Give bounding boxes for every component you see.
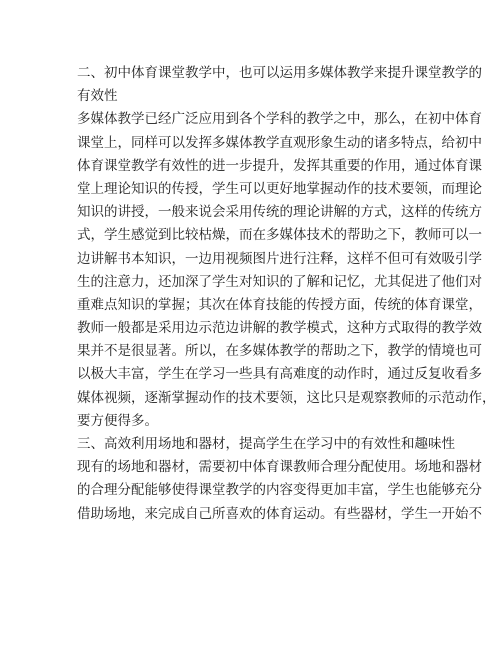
paragraph-line: 以极大丰富，学生在学习一些具有高难度的动作时，通过反复收看多 (77, 366, 482, 383)
paragraph-line: 课堂上，同样可以发挥多媒体教学直观形象生动的诸多特点，给初中 (77, 134, 482, 151)
paragraph-line: 媒体视频，逐渐掌握动作的技术要领，这比只是观察教师的示范动作， (77, 389, 496, 406)
paragraph-line: 生的注意力，还加深了学生对知识的了解和记忆，尤其促进了他们对 (77, 273, 482, 290)
section-2-paragraph (77, 108, 496, 433)
section-3-heading (77, 433, 455, 456)
paragraph-line: 借助场地，来完成自己所喜欢的体育运动。有些器材，学生一开始不 (77, 505, 482, 522)
paragraph-line: 的合理分配能够使得课堂教学的内容变得更加丰富，学生也能够充分 (77, 482, 482, 499)
paragraph-line: 堂上理论知识的传授，学生可以更好地掌握动作的技术要领，而理论 (77, 180, 482, 197)
document-page (77, 62, 496, 526)
paragraph-line: 知识的讲授，一般来说会采用传统的理论讲解的方式，这样的传统方 (77, 204, 482, 221)
paragraph-line: 体育课堂教学有效性的进一步提升，发挥其重要的作用，通过体育课 (77, 157, 482, 174)
paragraph-line: 边讲解书本知识，一边用视频图片进行注释，这样不但可有效吸引学 (77, 250, 482, 267)
paragraph-line: 要方便得多。 (77, 412, 158, 429)
heading-line: 二、初中体育课堂教学中，也可以运用多媒体教学来提升课堂教学的 (77, 65, 482, 81)
paragraph-line: 现有的场地和器材，需要初中体育课教师合理分配使用。场地和器材 (77, 459, 482, 476)
section-2-heading (77, 62, 482, 108)
paragraph-line: 果并不是很显著。所以，在多媒体教学的帮助之下，教学的情境也可 (77, 343, 482, 360)
section-3-paragraph (77, 456, 482, 526)
paragraph-line: 重难点知识的掌握；其次在体育技能的传授方面，传统的体育课堂， (77, 296, 482, 313)
paragraph-line: 多媒体教学已经广泛应用到各个学科的教学之中，那么，在初中体育 (77, 111, 482, 128)
paragraph-line: 式，学生感觉到比较枯燥，而在多媒体技术的帮助之下，教师可以一 (77, 227, 482, 244)
heading-line: 有效性 (77, 88, 118, 105)
paragraph-line: 教师一般都是采用边示范边讲解的教学模式，这种方式取得的教学效 (77, 320, 482, 337)
heading-line: 三、高效利用场地和器材，提高学生在学习中的有效性和趣味性 (77, 436, 455, 452)
